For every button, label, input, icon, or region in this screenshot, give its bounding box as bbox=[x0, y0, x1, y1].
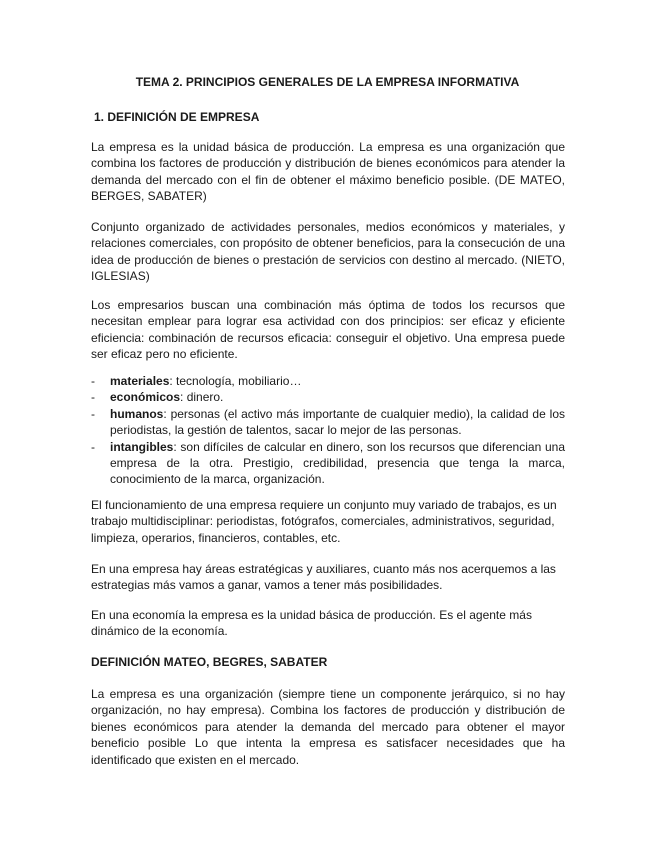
list-text: : son difíciles de calcular en dinero, son los recursos que diferencian una empresa de la otra. Prestigio, credibilidad, presencia que tenga la marca, conocimiento de la marca, organización. bbox=[110, 439, 565, 487]
paragraph-organization: La empresa es una organización (siempre tiene un componente jerárquico, si no hay organización, no hay empresa). Combina los factores de producción y distribución de bienes económicos para atender la demanda del mercado para obtener el mayor beneficio posible Lo que intenta la empresa es satisfacer necesidades que ha identificado que existen en el mercado. bbox=[91, 687, 565, 767]
list-dash: - bbox=[91, 390, 95, 405]
paragraph-principles: Los empresarios buscan una combinación más óptima de todos los recursos que necesitan emplear para lograr esa actividad con dos principios: ser eficaz y eficiente eficiencia: combinación de recursos eficacia: conseguir el objetivo. Una empresa puede ser eficaz pero no eficiente. bbox=[91, 298, 565, 362]
list-dash: - bbox=[91, 406, 95, 421]
section-heading-definicion: 1. DEFINICIÓN DE EMPRESA bbox=[94, 110, 260, 124]
document-title: TEMA 2. PRINCIPIOS GENERALES DE LA EMPRESA INFORMATIVA bbox=[135, 75, 520, 89]
resources-list bbox=[91, 373, 565, 488]
list-item bbox=[91, 439, 565, 488]
list-item bbox=[91, 373, 565, 389]
list-term: humanos bbox=[110, 406, 164, 421]
list-term: materiales bbox=[110, 374, 170, 388]
paragraph-definition-2: Conjunto organizado de actividades personales, medios económicos y materiales, y relaciones comerciales, con propósito de obtener beneficios, para la consecución de una idea de producción de bienes o prestación de servicios con destino al mercado. (NIETO, IGLESIAS) bbox=[91, 220, 565, 284]
paragraph-economy: En una economía la empresa es la unidad básica de producción. Es el agente más dinámico de la economía. bbox=[91, 608, 532, 639]
list-text: : tecnología, mobiliario… bbox=[169, 374, 302, 388]
list-text: : dinero. bbox=[180, 390, 224, 405]
list-dash: - bbox=[91, 439, 95, 454]
list-item bbox=[91, 406, 565, 439]
list-item bbox=[91, 389, 565, 405]
list-text: : personas (el activo más importante de cualquier medio), la calidad de los periodistas, la gestión de talentos, sacar lo mejor de las personas. bbox=[110, 406, 565, 438]
paragraph-functioning: El funcionamiento de una empresa requiere un conjunto muy variado de trabajos, es un trabajo multidisciplinar: periodistas, fotógrafos, comerciales, administrativos, seguridad, limpieza, operarios, financieros, contables, etc. bbox=[91, 498, 557, 545]
paragraph-areas: En una empresa hay áreas estratégicas y auxiliares, cuanto más nos acerquemos a las estrategias más vamos a ganar, vamos a tener más posibilidades. bbox=[91, 562, 556, 593]
paragraph-definition-1: La empresa es la unidad básica de producción. La empresa es una organización que combina los factores de producción y distribución de bienes económicos para atender la demanda del mercado con el fin de obtener el máximo beneficio posible. (DE MATEO, BERGES, SABATER) bbox=[91, 140, 565, 204]
list-term: intangibles bbox=[110, 439, 174, 454]
list-term: económicos bbox=[110, 390, 181, 405]
list-dash: - bbox=[91, 374, 95, 388]
section-heading-mateo: DEFINICIÓN MATEO, BEGRES, SABATER bbox=[91, 655, 328, 669]
